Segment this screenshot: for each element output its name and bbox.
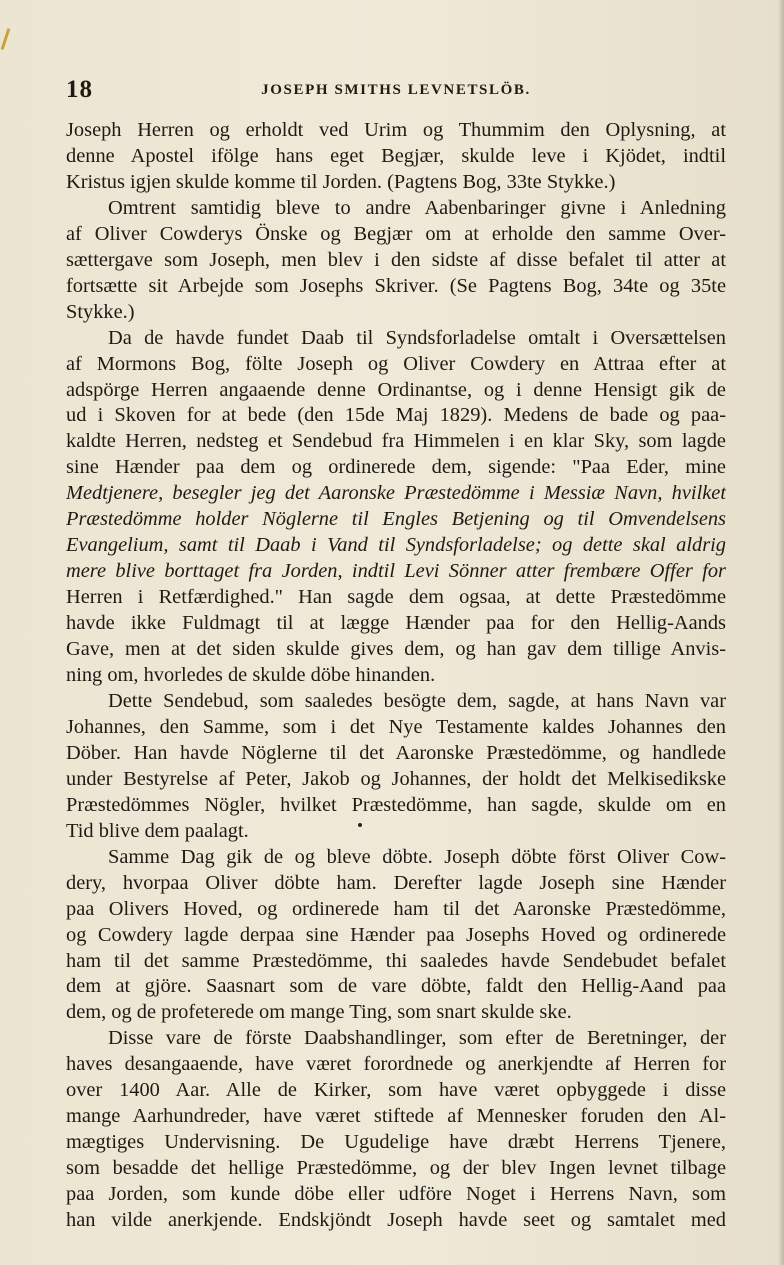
stray-dot <box>358 823 362 827</box>
margin-mark <box>1 28 11 50</box>
text-line: Da de havde fundet Daab til Syndsforladelse omtalt i Oversættelsen <box>108 326 726 349</box>
text-line: under Bestyrelse af Peter, Jakob og Johannes, der holdt det Melkisedikske <box>66 767 726 790</box>
text-line: Stykke.) <box>66 300 135 323</box>
body-text <box>66 118 726 1234</box>
text-line: sine Hænder paa dem og ordinerede dem, sigende: "Paa Eder, mine <box>66 456 726 479</box>
text-line: dem at gjöre. Saasnart som de vare döbte, faldt den Hellig-Aand paa <box>66 975 726 998</box>
text-line: haves desangaaende, have været forordnede og anerkjendte af Herren for <box>66 1053 726 1076</box>
text-line: Gave, men at det siden skulde gives dem, og han gav dem tillige Anvis- <box>66 638 726 661</box>
text-line: Præstedömme holder Nöglerne til Engles Betjening og til Omvendelsens <box>66 508 726 531</box>
text-line: Præstedömmes Nögler, hvilket Præstedömme, han sagde, skulde om en <box>66 793 726 816</box>
page-edge-shadow <box>778 0 784 1265</box>
text-line: paa Olivers Hoved, og ordinerede ham til det Aaronske Præstedömme, <box>66 897 726 920</box>
running-title: JOSEPH SMITHS LEVNETSLÖB. <box>261 82 531 98</box>
text-line: af Mormons Bog, fölte Joseph og Oliver Cowdery en Attraa efter at <box>66 352 726 375</box>
text-line: denne Apostel ifölge hans eget Begjær, skulde leve i Kjödet, indtil <box>66 144 726 167</box>
text-line: af Oliver Cowderys Önske og Begjær om at erholde den samme Over- <box>66 222 726 245</box>
text-line: ning om, hvorledes de skulde döbe hinanden. <box>66 664 436 687</box>
text-line: mere blive borttaget fra Jorden, indtil Levi Sönner atter frembære Offer for <box>66 560 726 583</box>
text-line: havde ikke Fuldmagt til at lægge Hænder paa for den Hellig-Aands <box>66 612 726 635</box>
text-line: han vilde anerkjende. Endskjöndt Joseph havde seet og samtalet med <box>66 1209 726 1232</box>
text-line: Herren i Retfærdighed." Han sagde dem ogsaa, at dette Præstedömme <box>66 586 726 609</box>
text-line: Tid blive dem paalagt. <box>66 819 249 842</box>
text-line: Evangelium, samt til Daab i Vand til Syndsforladelse; og dette skal aldrig <box>66 534 726 557</box>
page-number: 18 <box>66 76 93 103</box>
text-line: kaldte Herren, nedsteg et Sendebud fra Himmelen i en klar Sky, som lagde <box>66 430 726 453</box>
text-line: mægtiges Undervisning. De Ugudelige have dræbt Herrens Tjenere, <box>66 1131 726 1154</box>
text-line: Kristus igjen skulde komme til Jorden. (Pagtens Bog, 33te Stykke.) <box>66 170 616 193</box>
text-line: ham til det samme Præstedömme, thi saaledes havde Sendebudet befalet <box>66 949 726 972</box>
text-line: Johannes, den Samme, som i det Nye Testamente kaldes Johannes den <box>66 715 726 738</box>
text-line: paa Jorden, som kunde döbe eller udföre Noget i Herrens Navn, som <box>66 1183 726 1206</box>
text-line: adspörge Herren angaaende denne Ordinantse, og i denne Hensigt gik de <box>66 378 726 401</box>
text-line: dery, hvorpaa Oliver döbte ham. Derefter lagde Joseph sine Hænder <box>66 871 726 894</box>
text-line: over 1400 Aar. Alle de Kirker, som have været opbyggede i disse <box>66 1079 726 1102</box>
text-line: Samme Dag gik de og bleve döbte. Joseph döbte först Oliver Cow- <box>108 845 726 868</box>
text-line: Dette Sendebud, som saaledes besögte dem, sagde, at hans Navn var <box>108 689 726 712</box>
text-line: Medtjenere, besegler jeg det Aaronske Præstedömme i Messiæ Navn, hvilket <box>66 482 726 505</box>
text-line: Döber. Han havde Nöglerne til det Aaronske Præstedömme, og handlede <box>66 741 726 764</box>
text-line: mange Aarhundreder, have været stiftede af Mennesker foruden den Al- <box>66 1105 726 1128</box>
text-line: som besadde det hellige Præstedömme, og der blev Ingen levnet tilbage <box>66 1157 726 1180</box>
text-line: fortsætte sit Arbejde som Josephs Skriver. (Se Pagtens Bog, 34te og 35te <box>66 274 726 297</box>
text-line: dem, og de profeterede om mange Ting, som snart skulde ske. <box>66 1001 572 1024</box>
text-line: sættergave som Joseph, men blev i den sidste af disse befalet til atter at <box>66 248 726 271</box>
page-header <box>66 76 726 106</box>
text-line: Joseph Herren og erholdt ved Urim og Thummim den Oplysning, at <box>66 119 726 141</box>
text-line: og Cowdery lagde derpaa sine Hænder paa Josephs Hoved og ordinerede <box>66 923 726 946</box>
text-line: ud i Skoven for at bede (den 15de Maj 1829). Medens de bade og paa- <box>66 404 726 427</box>
text-line: Disse vare de förste Daabshandlinger, som efter de Beretninger, der <box>108 1027 726 1050</box>
text-line: Omtrent samtidig bleve to andre Aabenbaringer givne i Anledning <box>108 196 726 219</box>
